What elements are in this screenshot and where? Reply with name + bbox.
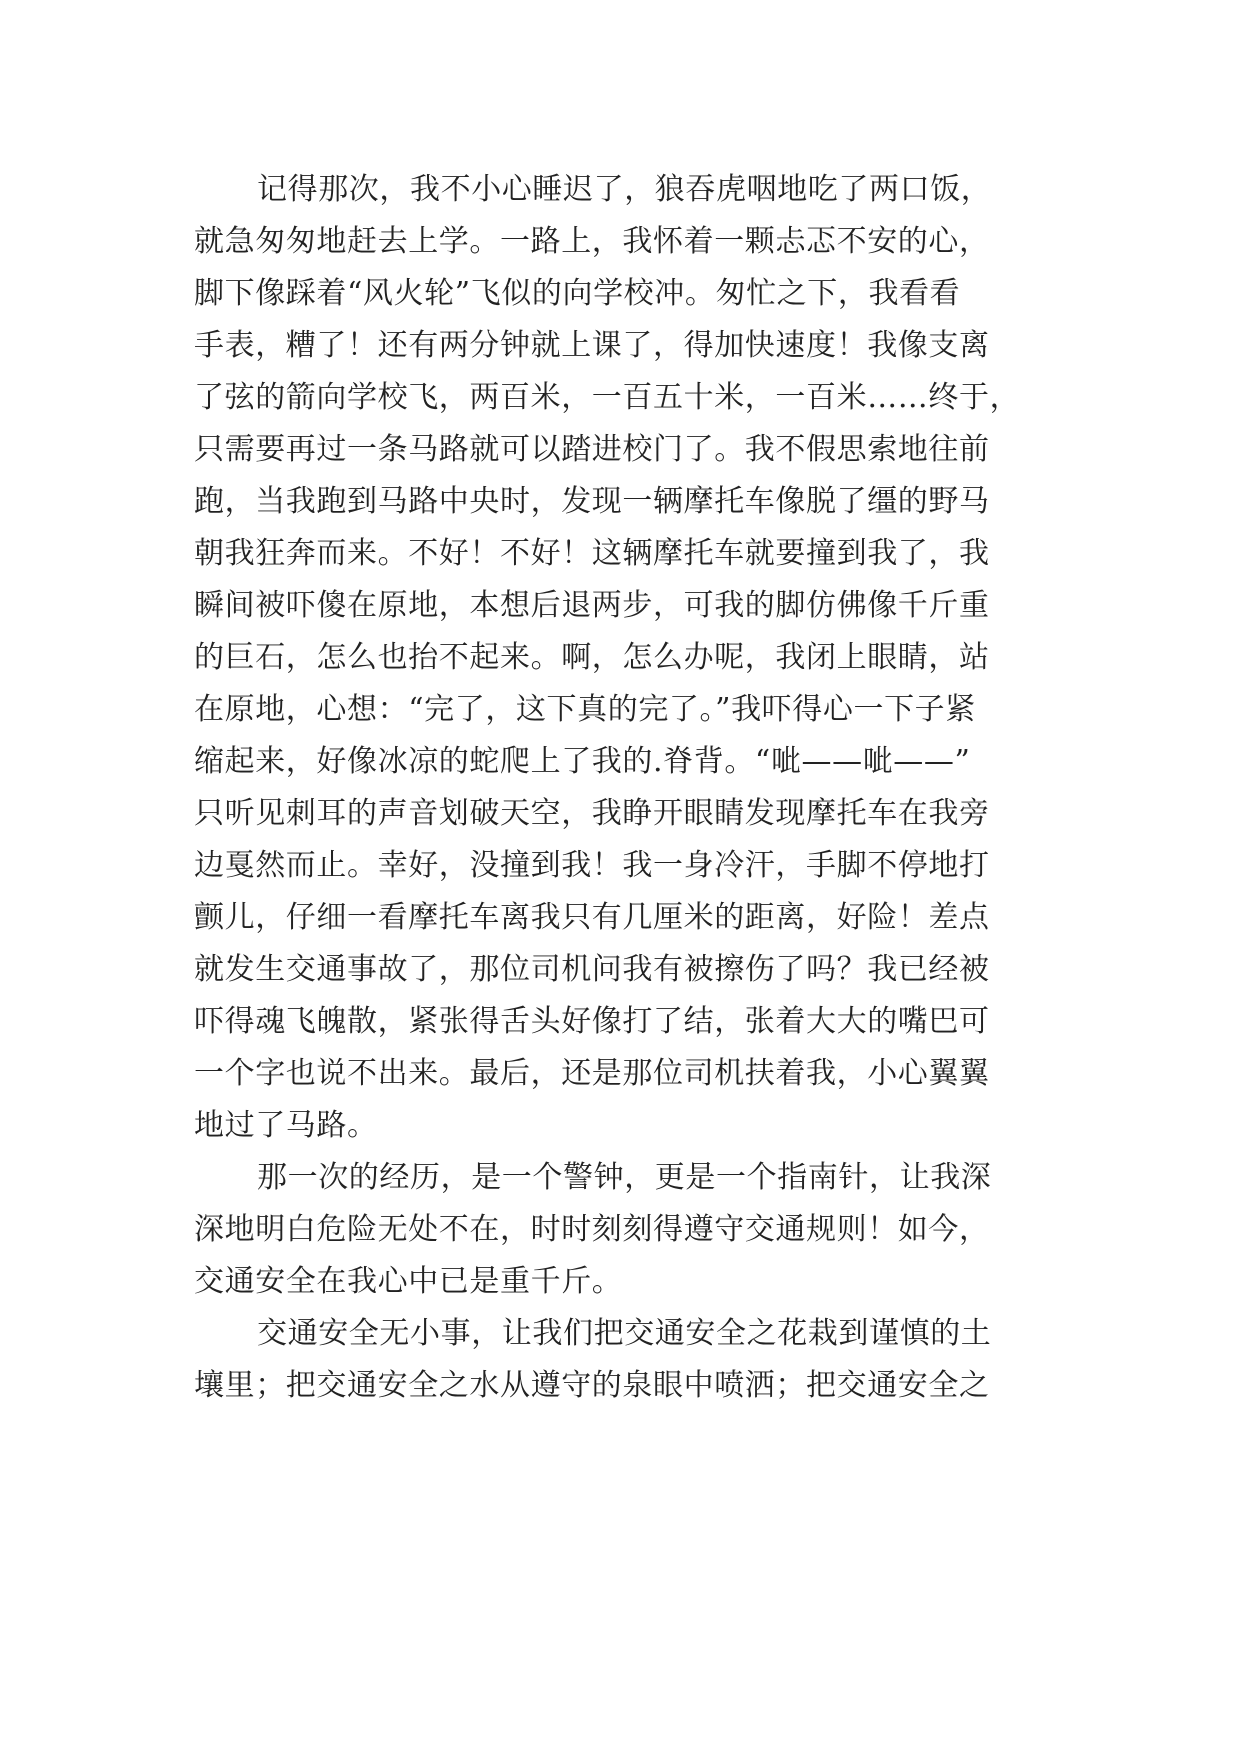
text-line: 就发生交通事故了，那位司机问我有被擦伤了吗？我已经被 <box>194 952 990 987</box>
text-line: 脚下像踩着“风火轮”飞似的向学校冲。匆忙之下，我看看 <box>194 276 961 311</box>
text-line: 的巨石，怎么也抬不起来。啊，怎么办呢，我闭上眼睛，站 <box>194 640 990 675</box>
text-line: 瞬间被吓傻在原地，本想后退两步，可我的脚仿佛像千斤重 <box>194 588 990 623</box>
text-line: 跑，当我跑到马路中央时，发现一辆摩托车像脱了缰的野马 <box>194 484 990 519</box>
document-body <box>194 164 1052 1412</box>
text-line: 深地明白危险无处不在，时时刻刻得遵守交通规则！如今， <box>194 1212 990 1247</box>
text-line: 朝我狂奔而来。不好！不好！这辆摩托车就要撞到我了，我 <box>194 536 990 571</box>
text-line: 只听见刺耳的声音划破天空，我睁开眼睛发现摩托车在我旁 <box>194 796 990 831</box>
text-line: 吓得魂飞魄散，紧张得舌头好像打了结，张着大大的嘴巴可 <box>194 1004 990 1039</box>
text-line: 只需要再过一条马路就可以踏进校门了。我不假思索地往前 <box>194 432 990 467</box>
text-line: 一个字也说不出来。最后，还是那位司机扶着我，小心翼翼 <box>194 1056 990 1091</box>
text-line: 壤里；把交通安全之水从遵守的泉眼中喷洒；把交通安全之 <box>194 1368 990 1403</box>
text-line: 在原地，心想：“完了，这下真的完了。”我吓得心一下子紧 <box>194 692 976 727</box>
text-line: 记得那次，我不小心睡迟了，狼吞虎咽地吃了两口饭， <box>257 172 992 207</box>
text-line: 交通安全无小事，让我们把交通安全之花栽到谨慎的土 <box>257 1316 992 1351</box>
text-line: 了弦的箭向学校飞，两百米，一百五十米，一百米……终于， <box>194 380 1021 415</box>
text-line: 地过了马路。 <box>194 1108 378 1143</box>
text-line: 缩起来，好像冰凉的蛇爬上了我的.脊背。“呲——呲——” <box>194 744 971 779</box>
text-line: 颤儿，仔细一看摩托车离我只有几厘米的距离，好险！差点 <box>194 900 990 935</box>
text-line: 就急匆匆地赶去上学。一路上，我怀着一颗忐忑不安的心， <box>194 224 990 259</box>
text-line: 那一次的经历，是一个警钟，更是一个指南针，让我深 <box>257 1160 992 1195</box>
text-line: 交通安全在我心中已是重千斤。 <box>194 1264 623 1299</box>
text-line: 边戛然而止。幸好，没撞到我！我一身冷汗，手脚不停地打 <box>194 848 990 883</box>
text-line: 手表，糟了！还有两分钟就上课了，得加快速度！我像支离 <box>194 328 990 363</box>
